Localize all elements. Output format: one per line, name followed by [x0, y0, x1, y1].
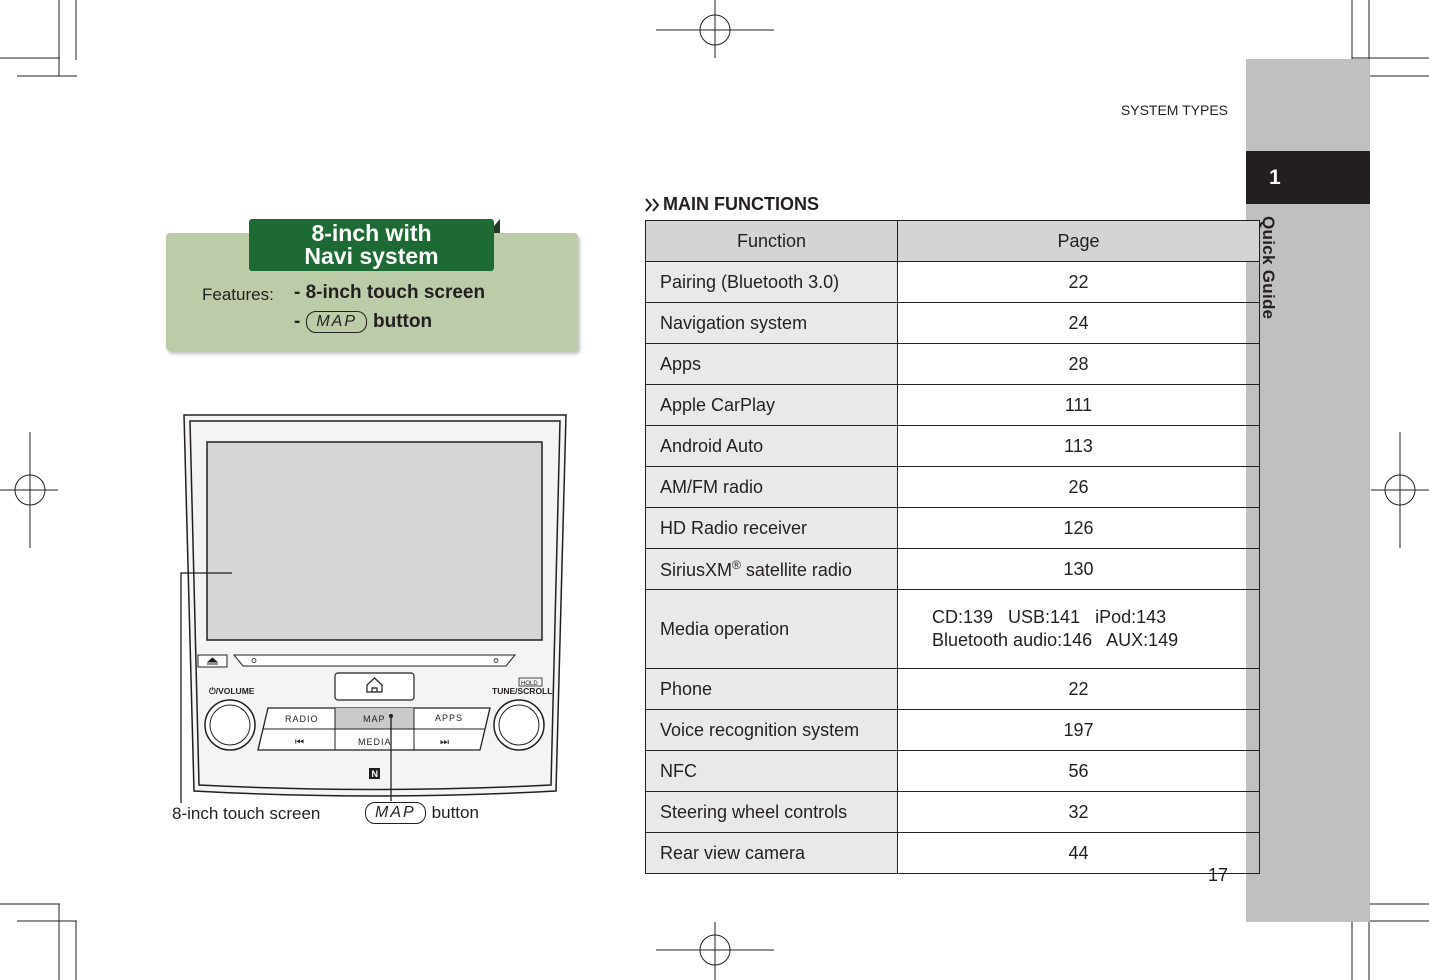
feature-touch-screen: - 8-inch touch screen	[294, 282, 486, 303]
function-cell	[646, 549, 898, 590]
function-cell: NFC	[646, 751, 898, 792]
main-functions-table	[645, 220, 1260, 874]
page-cell: 28	[898, 344, 1260, 385]
function-cell: HD Radio receiver	[646, 508, 898, 549]
table-row	[646, 344, 1260, 385]
function-cell: Phone	[646, 669, 898, 710]
home-button	[335, 673, 414, 700]
column-header-page: Page	[898, 221, 1260, 262]
function-cell: Rear view camera	[646, 833, 898, 874]
page-cell: 126	[898, 508, 1260, 549]
page-cell: 22	[898, 262, 1260, 303]
page-cell: 22	[898, 669, 1260, 710]
caption-touch-screen: 8-inch touch screen	[172, 804, 321, 823]
table-row	[646, 792, 1260, 833]
table-row	[646, 549, 1260, 590]
page-cell	[898, 590, 1260, 669]
function-text: SiriusXM	[660, 559, 733, 580]
media-button: MEDIA	[358, 737, 392, 747]
map-button: MAP	[363, 714, 386, 724]
table-row	[646, 669, 1260, 710]
prev-track-icon: ⏮	[295, 737, 304, 748]
table-row	[646, 751, 1260, 792]
table-row	[646, 262, 1260, 303]
function-cell: Android Auto	[646, 426, 898, 467]
page-cell: 111	[898, 385, 1260, 426]
table-header-row	[646, 221, 1260, 262]
function-cell: Apple CarPlay	[646, 385, 898, 426]
function-cell: AM/FM radio	[646, 467, 898, 508]
double-chevron-icon	[645, 198, 661, 212]
tune-scroll-label: TUNE/SCROLL	[492, 686, 553, 696]
section-heading	[645, 194, 819, 215]
page-cell: 32	[898, 792, 1260, 833]
volume-label: ⏻/VOLUME	[209, 686, 255, 696]
page-cell: 56	[898, 751, 1260, 792]
features-label: Features:	[202, 285, 274, 304]
function-cell: Steering wheel controls	[646, 792, 898, 833]
page-number: 17	[1207, 865, 1228, 885]
function-cell: Apps	[646, 344, 898, 385]
table-row	[646, 467, 1260, 508]
head-unit-illustration	[170, 405, 580, 805]
touch-screen	[207, 442, 542, 640]
table-row	[646, 385, 1260, 426]
side-tab-label: Quick Guide	[1259, 216, 1278, 320]
card-title-line-2: Navi system	[304, 243, 439, 269]
page-cell-line-2: Bluetooth audio:146 AUX:149	[932, 630, 1179, 650]
caption-button-word: button	[431, 803, 479, 822]
registered-mark: ®	[732, 557, 741, 572]
nfc-mark: N	[371, 769, 378, 779]
table-row	[646, 426, 1260, 467]
function-cell: Navigation system	[646, 303, 898, 344]
map-button-icon: MAP	[365, 802, 426, 824]
function-cell: Voice recognition system	[646, 710, 898, 751]
table-row	[646, 833, 1260, 874]
hold-label: HOLD	[521, 681, 538, 687]
table-row	[646, 508, 1260, 549]
page-cell: 26	[898, 467, 1260, 508]
table-row	[646, 303, 1260, 344]
feature-dash: -	[294, 311, 301, 332]
caption-map-button	[365, 802, 479, 824]
feature-map-button	[294, 311, 432, 333]
table-row	[646, 710, 1260, 751]
function-text-suffix: satellite radio	[740, 559, 852, 580]
chapter-number: 1	[1246, 151, 1370, 204]
card-title-line-1: 8-inch with	[311, 220, 432, 246]
feature-card-title	[249, 219, 494, 271]
page-cell: 197	[898, 710, 1260, 751]
column-header-function: Function	[646, 221, 898, 262]
apps-button: APPS	[435, 713, 464, 723]
section-heading-text: MAIN FUNCTIONS	[663, 194, 819, 214]
page-cell-line-1: CD:139 USB:141 iPod:143	[932, 607, 1167, 627]
running-header: SYSTEM TYPES	[1120, 102, 1228, 118]
next-track-icon: ⏭	[440, 737, 449, 748]
tune-knob	[494, 700, 544, 750]
volume-knob	[205, 700, 255, 750]
page-cell: 130	[898, 549, 1260, 590]
function-cell: Media operation	[646, 590, 898, 669]
function-cell: Pairing (Bluetooth 3.0)	[646, 262, 898, 303]
page-cell: 44	[898, 833, 1260, 874]
page-cell: 24	[898, 303, 1260, 344]
map-button-icon: MAP	[306, 311, 367, 333]
table-row	[646, 590, 1260, 669]
feature-button-word: button	[373, 311, 433, 332]
page-cell: 113	[898, 426, 1260, 467]
radio-button: RADIO	[285, 714, 319, 724]
disc-slot	[234, 655, 515, 666]
